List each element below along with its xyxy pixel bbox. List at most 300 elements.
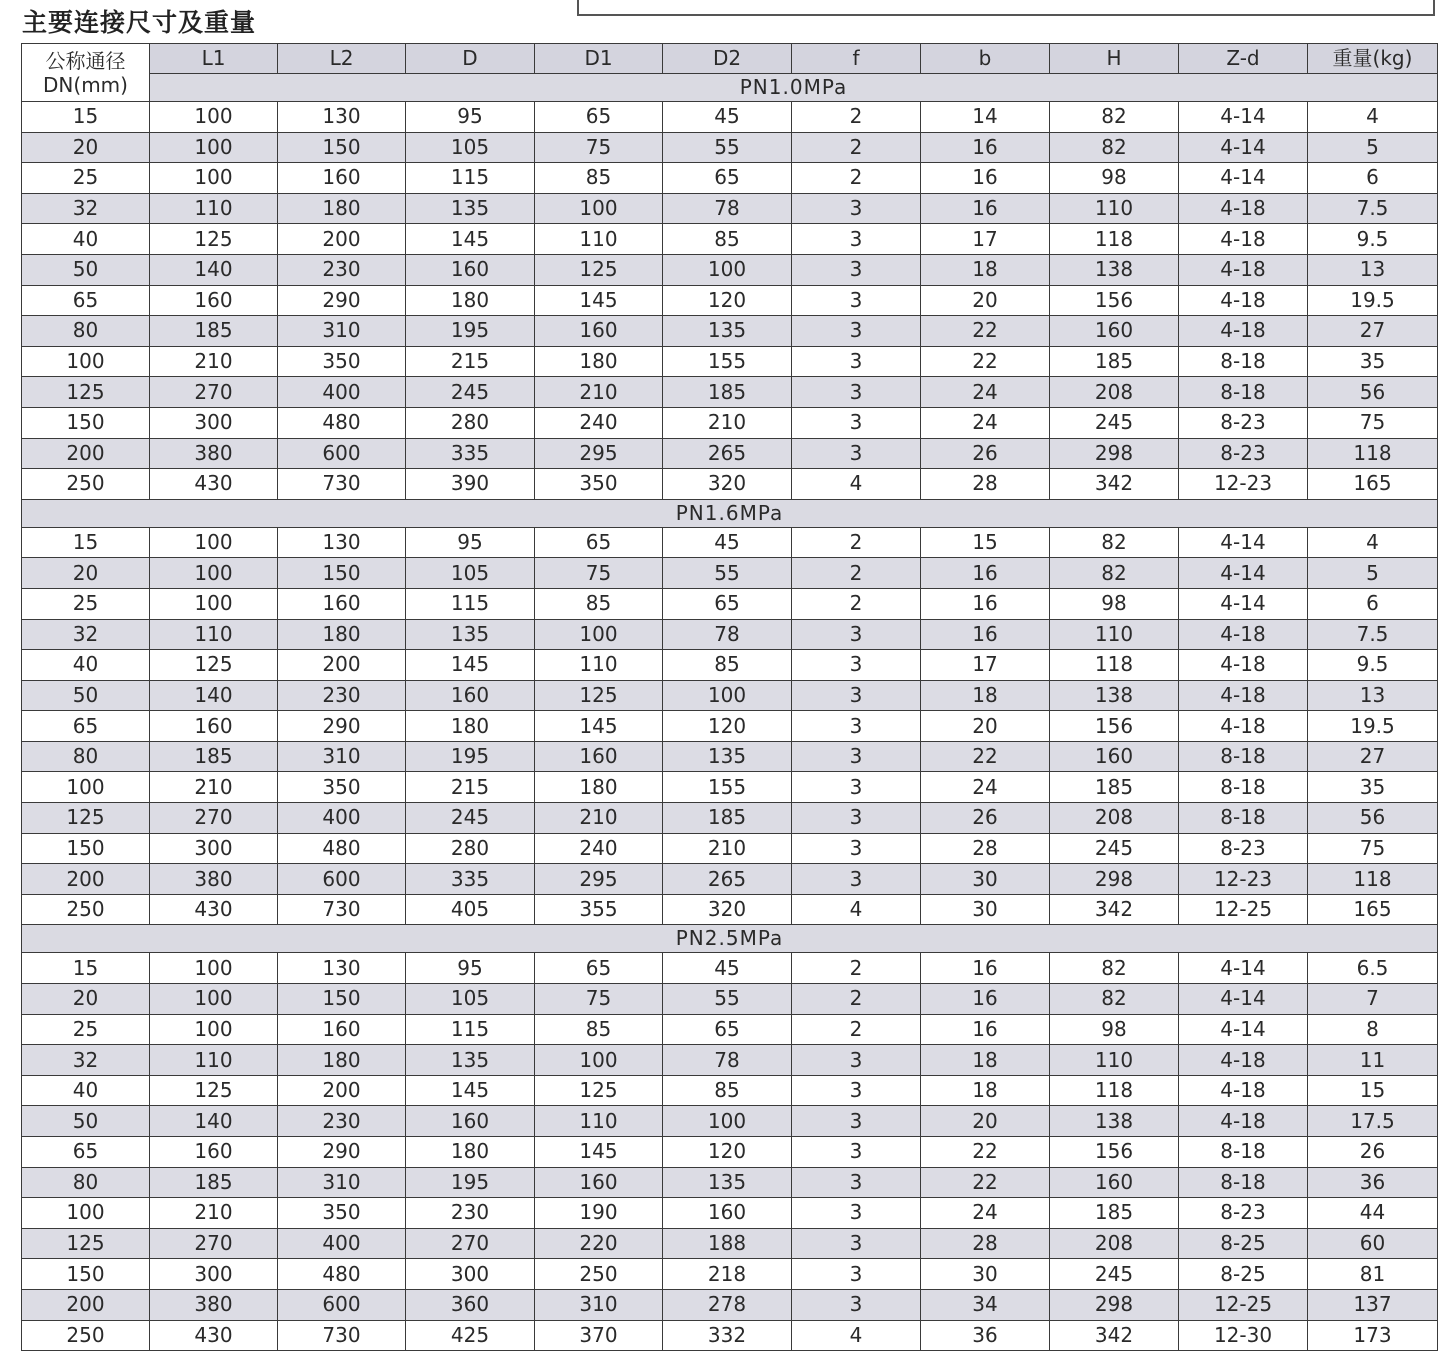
table-row: [22, 680, 1438, 711]
table-cell: 17: [921, 224, 1050, 255]
column-header-weight: 重量(kg): [1308, 44, 1438, 74]
table-cell: 27: [1308, 741, 1438, 772]
table-cell: 480: [278, 407, 406, 438]
table-cell: 160: [406, 680, 535, 711]
dn-cell: 15: [22, 527, 150, 558]
table-cell: 730: [278, 894, 406, 925]
table-cell: 8-23: [1179, 438, 1308, 469]
table-cell: 2: [792, 558, 921, 589]
table-cell: 380: [150, 1289, 278, 1320]
table-cell: 120: [663, 285, 792, 316]
table-cell: 230: [278, 254, 406, 285]
dn-cell: 200: [22, 864, 150, 895]
table-cell: 430: [150, 469, 278, 500]
table-cell: 180: [406, 1137, 535, 1168]
table-cell: 30: [921, 894, 1050, 925]
table-cell: 185: [663, 377, 792, 408]
table-cell: 210: [150, 1198, 278, 1229]
table-cell: 380: [150, 438, 278, 469]
table-cell: 2: [792, 588, 921, 619]
table-cell: 3: [792, 193, 921, 224]
table-cell: 125: [535, 254, 663, 285]
table-cell: 4-18: [1179, 1106, 1308, 1137]
dn-cell: 32: [22, 1045, 150, 1076]
table-cell: 4: [792, 894, 921, 925]
column-header-b: b: [921, 44, 1050, 74]
table-cell: 4-14: [1179, 953, 1308, 984]
table-cell: 130: [278, 953, 406, 984]
table-cell: 22: [921, 741, 1050, 772]
table-cell: 208: [1050, 377, 1179, 408]
table-cell: 130: [278, 102, 406, 133]
table-cell: 400: [278, 803, 406, 834]
table-cell: 3: [792, 711, 921, 742]
table-cell: 81: [1308, 1259, 1438, 1290]
dn-cell: 250: [22, 469, 150, 500]
dn-cell: 50: [22, 1106, 150, 1137]
table-row: [22, 650, 1438, 681]
table-cell: 3: [792, 438, 921, 469]
table-cell: 150: [278, 558, 406, 589]
table-cell: 100: [150, 558, 278, 589]
table-cell: 4-18: [1179, 711, 1308, 742]
table-cell: 300: [150, 1259, 278, 1290]
table-cell: 195: [406, 741, 535, 772]
table-cell: 210: [150, 772, 278, 803]
table-cell: 85: [663, 650, 792, 681]
table-cell: 425: [406, 1320, 535, 1351]
table-cell: 4-18: [1179, 285, 1308, 316]
table-cell: 156: [1050, 1137, 1179, 1168]
table-cell: 290: [278, 1137, 406, 1168]
table-cell: 405: [406, 894, 535, 925]
table-row: [22, 1289, 1438, 1320]
table-cell: 118: [1050, 1075, 1179, 1106]
table-cell: 110: [150, 619, 278, 650]
table-cell: 75: [535, 984, 663, 1015]
dn-cell: 25: [22, 588, 150, 619]
table-row: [22, 407, 1438, 438]
table-cell: 270: [150, 377, 278, 408]
table-cell: 8-25: [1179, 1228, 1308, 1259]
table-cell: 18: [921, 1075, 1050, 1106]
table-cell: 310: [278, 316, 406, 347]
table-cell: 13: [1308, 254, 1438, 285]
table-cell: 22: [921, 346, 1050, 377]
table-cell: 16: [921, 163, 1050, 194]
table-cell: 3: [792, 1167, 921, 1198]
table-row: [22, 1167, 1438, 1198]
pressure-section-row: [22, 925, 1438, 953]
table-cell: 105: [406, 132, 535, 163]
dimensions-table: [21, 43, 1438, 1351]
page-title: 主要连接尺寸及重量: [22, 8, 257, 37]
table-cell: 250: [535, 1259, 663, 1290]
dn-cell: 200: [22, 438, 150, 469]
table-row: [22, 469, 1438, 500]
dn-cell: 125: [22, 1228, 150, 1259]
table-cell: 95: [406, 102, 535, 133]
table-cell: 44: [1308, 1198, 1438, 1229]
pressure-section-row: [22, 74, 1438, 102]
table-cell: 75: [1308, 407, 1438, 438]
table-cell: 5: [1308, 132, 1438, 163]
table-cell: 195: [406, 316, 535, 347]
table-cell: 210: [535, 377, 663, 408]
table-cell: 135: [663, 316, 792, 347]
dn-cell: 40: [22, 650, 150, 681]
table-cell: 36: [921, 1320, 1050, 1351]
table-cell: 82: [1050, 527, 1179, 558]
table-row: [22, 894, 1438, 925]
table-cell: 4-14: [1179, 163, 1308, 194]
dn-header: [22, 44, 150, 102]
table-cell: 150: [278, 984, 406, 1015]
table-cell: 210: [663, 833, 792, 864]
table-cell: 24: [921, 407, 1050, 438]
dn-cell: 50: [22, 254, 150, 285]
table-cell: 380: [150, 864, 278, 895]
table-cell: 190: [535, 1198, 663, 1229]
dn-cell: 20: [22, 132, 150, 163]
table-cell: 12-25: [1179, 1289, 1308, 1320]
table-cell: 100: [150, 588, 278, 619]
table-cell: 100: [535, 193, 663, 224]
table-cell: 210: [663, 407, 792, 438]
table-cell: 100: [663, 1106, 792, 1137]
table-cell: 370: [535, 1320, 663, 1351]
table-cell: 3: [792, 803, 921, 834]
table-cell: 2: [792, 953, 921, 984]
table-cell: 5: [1308, 558, 1438, 589]
table-cell: 16: [921, 558, 1050, 589]
table-cell: 180: [535, 772, 663, 803]
table-cell: 230: [278, 1106, 406, 1137]
table-cell: 300: [150, 407, 278, 438]
table-cell: 100: [663, 254, 792, 285]
table-cell: 215: [406, 772, 535, 803]
table-cell: 4-18: [1179, 224, 1308, 255]
table-cell: 2: [792, 984, 921, 1015]
column-header-l1: L1: [150, 44, 278, 74]
table-cell: 55: [663, 132, 792, 163]
table-cell: 240: [535, 833, 663, 864]
dn-cell: 125: [22, 377, 150, 408]
table-row: [22, 1075, 1438, 1106]
table-cell: 160: [150, 711, 278, 742]
table-cell: 180: [535, 346, 663, 377]
table-cell: 310: [278, 741, 406, 772]
table-cell: 118: [1308, 864, 1438, 895]
table-cell: 8-18: [1179, 1137, 1308, 1168]
table-cell: 600: [278, 1289, 406, 1320]
table-cell: 200: [278, 224, 406, 255]
table-cell: 335: [406, 864, 535, 895]
table-cell: 245: [1050, 407, 1179, 438]
table-cell: 4-14: [1179, 588, 1308, 619]
table-cell: 245: [1050, 1259, 1179, 1290]
table-cell: 3: [792, 1045, 921, 1076]
table-cell: 3: [792, 772, 921, 803]
table-cell: 9.5: [1308, 224, 1438, 255]
table-cell: 45: [663, 527, 792, 558]
table-cell: 145: [406, 650, 535, 681]
table-cell: 18: [921, 1045, 1050, 1076]
table-cell: 9.5: [1308, 650, 1438, 681]
table-body: [22, 102, 1438, 1351]
table-cell: 15: [921, 527, 1050, 558]
table-cell: 27: [1308, 316, 1438, 347]
table-cell: 4: [1308, 102, 1438, 133]
table-cell: 138: [1050, 680, 1179, 711]
table-cell: 55: [663, 558, 792, 589]
table-row: [22, 1014, 1438, 1045]
table-cell: 8-18: [1179, 377, 1308, 408]
table-cell: 16: [921, 953, 1050, 984]
table-cell: 56: [1308, 377, 1438, 408]
dn-cell: 250: [22, 894, 150, 925]
table-cell: 270: [150, 1228, 278, 1259]
table-cell: 100: [150, 1014, 278, 1045]
table-cell: 342: [1050, 894, 1179, 925]
table-cell: 185: [1050, 772, 1179, 803]
table-cell: 400: [278, 377, 406, 408]
dn-header-line1: 公称通径: [45, 48, 126, 73]
table-cell: 230: [278, 680, 406, 711]
top-frame-box: [577, 0, 1435, 16]
table-cell: 120: [663, 1137, 792, 1168]
table-cell: 600: [278, 864, 406, 895]
table-cell: 85: [663, 1075, 792, 1106]
dn-cell: 15: [22, 102, 150, 133]
table-cell: 22: [921, 316, 1050, 347]
table-cell: 17.5: [1308, 1106, 1438, 1137]
table-row: [22, 864, 1438, 895]
table-cell: 140: [150, 254, 278, 285]
table-row: [22, 527, 1438, 558]
table-cell: 155: [663, 772, 792, 803]
dn-cell: 125: [22, 803, 150, 834]
table-cell: 180: [406, 711, 535, 742]
table-cell: 135: [406, 619, 535, 650]
table-cell: 3: [792, 650, 921, 681]
table-cell: 160: [1050, 1167, 1179, 1198]
table-cell: 4-18: [1179, 619, 1308, 650]
table-cell: 35: [1308, 346, 1438, 377]
table-cell: 6: [1308, 588, 1438, 619]
table-cell: 342: [1050, 469, 1179, 500]
table-cell: 245: [406, 803, 535, 834]
table-cell: 200: [278, 1075, 406, 1106]
table-cell: 310: [278, 1167, 406, 1198]
table-cell: 2: [792, 1014, 921, 1045]
column-header-f: f: [792, 44, 921, 74]
header-row: [22, 44, 1438, 74]
table-cell: 210: [150, 346, 278, 377]
table-cell: 4: [792, 1320, 921, 1351]
table-cell: 165: [1308, 469, 1438, 500]
table-cell: 16: [921, 1014, 1050, 1045]
table-cell: 85: [663, 224, 792, 255]
table-cell: 8-23: [1179, 407, 1308, 438]
table-cell: 155: [663, 346, 792, 377]
table-cell: 600: [278, 438, 406, 469]
table-cell: 335: [406, 438, 535, 469]
table-cell: 125: [535, 680, 663, 711]
dn-cell: 100: [22, 346, 150, 377]
table-cell: 6.5: [1308, 953, 1438, 984]
table-row: [22, 254, 1438, 285]
dn-cell: 150: [22, 833, 150, 864]
table-cell: 125: [150, 224, 278, 255]
table-cell: 118: [1050, 224, 1179, 255]
table-cell: 11: [1308, 1045, 1438, 1076]
table-cell: 98: [1050, 588, 1179, 619]
table-cell: 185: [150, 316, 278, 347]
table-cell: 78: [663, 193, 792, 224]
table-cell: 34: [921, 1289, 1050, 1320]
table-cell: 4-14: [1179, 558, 1308, 589]
table-cell: 65: [663, 1014, 792, 1045]
table-cell: 2: [792, 132, 921, 163]
dn-cell: 80: [22, 741, 150, 772]
table-cell: 26: [921, 438, 1050, 469]
table-cell: 135: [406, 1045, 535, 1076]
table-cell: 82: [1050, 953, 1179, 984]
table-cell: 138: [1050, 1106, 1179, 1137]
table-cell: 200: [278, 650, 406, 681]
table-cell: 3: [792, 254, 921, 285]
table-cell: 118: [1308, 438, 1438, 469]
table-cell: 95: [406, 527, 535, 558]
table-row: [22, 377, 1438, 408]
table-cell: 3: [792, 864, 921, 895]
dn-cell: 80: [22, 1167, 150, 1198]
table-row: [22, 285, 1438, 316]
table-cell: 16: [921, 619, 1050, 650]
table-cell: 120: [663, 711, 792, 742]
table-cell: 300: [150, 833, 278, 864]
table-cell: 125: [535, 1075, 663, 1106]
pressure-label: PN1.0MPa: [150, 74, 1438, 102]
table-cell: 75: [535, 132, 663, 163]
table-cell: 20: [921, 285, 1050, 316]
table-cell: 218: [663, 1259, 792, 1290]
table-cell: 110: [150, 193, 278, 224]
table-cell: 100: [663, 680, 792, 711]
table-row: [22, 803, 1438, 834]
table-cell: 2: [792, 527, 921, 558]
table-cell: 100: [535, 1045, 663, 1076]
dn-cell: 65: [22, 285, 150, 316]
table-cell: 3: [792, 1198, 921, 1229]
table-cell: 3: [792, 1106, 921, 1137]
table-cell: 95: [406, 953, 535, 984]
table-cell: 3: [792, 1228, 921, 1259]
table-cell: 135: [663, 741, 792, 772]
table-cell: 730: [278, 469, 406, 500]
table-cell: 160: [1050, 316, 1179, 347]
table-cell: 4-14: [1179, 1014, 1308, 1045]
dn-cell: 25: [22, 163, 150, 194]
table-cell: 180: [278, 619, 406, 650]
table-cell: 28: [921, 469, 1050, 500]
table-cell: 3: [792, 1137, 921, 1168]
table-cell: 16: [921, 984, 1050, 1015]
table-cell: 20: [921, 1106, 1050, 1137]
table-cell: 185: [1050, 1198, 1179, 1229]
table-cell: 118: [1050, 650, 1179, 681]
table-cell: 82: [1050, 558, 1179, 589]
table-cell: 160: [278, 588, 406, 619]
table-cell: 12-25: [1179, 894, 1308, 925]
table-cell: 430: [150, 1320, 278, 1351]
table-cell: 35: [1308, 772, 1438, 803]
table-cell: 15: [1308, 1075, 1438, 1106]
table-row: [22, 102, 1438, 133]
table-cell: 55: [663, 984, 792, 1015]
dn-cell: 100: [22, 1198, 150, 1229]
dn-cell: 65: [22, 711, 150, 742]
table-cell: 730: [278, 1320, 406, 1351]
table-cell: 3: [792, 316, 921, 347]
table-row: [22, 1198, 1438, 1229]
table-cell: 75: [1308, 833, 1438, 864]
table-cell: 24: [921, 1198, 1050, 1229]
table-cell: 180: [406, 285, 535, 316]
table-cell: 3: [792, 407, 921, 438]
table-cell: 3: [792, 377, 921, 408]
table-cell: 28: [921, 833, 1050, 864]
table-cell: 185: [150, 1167, 278, 1198]
table-cell: 290: [278, 711, 406, 742]
table-row: [22, 1259, 1438, 1290]
table-cell: 7.5: [1308, 193, 1438, 224]
dn-cell: 250: [22, 1320, 150, 1351]
dn-cell: 80: [22, 316, 150, 347]
table-cell: 82: [1050, 984, 1179, 1015]
dn-cell: 20: [22, 984, 150, 1015]
table-cell: 160: [406, 1106, 535, 1137]
table-cell: 210: [535, 803, 663, 834]
table-cell: 82: [1050, 132, 1179, 163]
table-row: [22, 984, 1438, 1015]
table-cell: 60: [1308, 1228, 1438, 1259]
table-cell: 4-14: [1179, 132, 1308, 163]
table-cell: 3: [792, 1259, 921, 1290]
table-cell: 280: [406, 407, 535, 438]
table-cell: 110: [535, 224, 663, 255]
table-cell: 145: [535, 711, 663, 742]
table-cell: 8-23: [1179, 1198, 1308, 1229]
table-cell: 360: [406, 1289, 535, 1320]
table-row: [22, 438, 1438, 469]
table-cell: 24: [921, 772, 1050, 803]
table-cell: 195: [406, 1167, 535, 1198]
table-cell: 220: [535, 1228, 663, 1259]
table-cell: 3: [792, 346, 921, 377]
table-cell: 8: [1308, 1014, 1438, 1045]
dn-cell: 20: [22, 558, 150, 589]
table-row: [22, 1106, 1438, 1137]
table-cell: 12-23: [1179, 469, 1308, 500]
table-cell: 240: [535, 407, 663, 438]
table-cell: 16: [921, 588, 1050, 619]
table-cell: 65: [663, 588, 792, 619]
table-cell: 20: [921, 711, 1050, 742]
table-cell: 22: [921, 1137, 1050, 1168]
table-row: [22, 833, 1438, 864]
